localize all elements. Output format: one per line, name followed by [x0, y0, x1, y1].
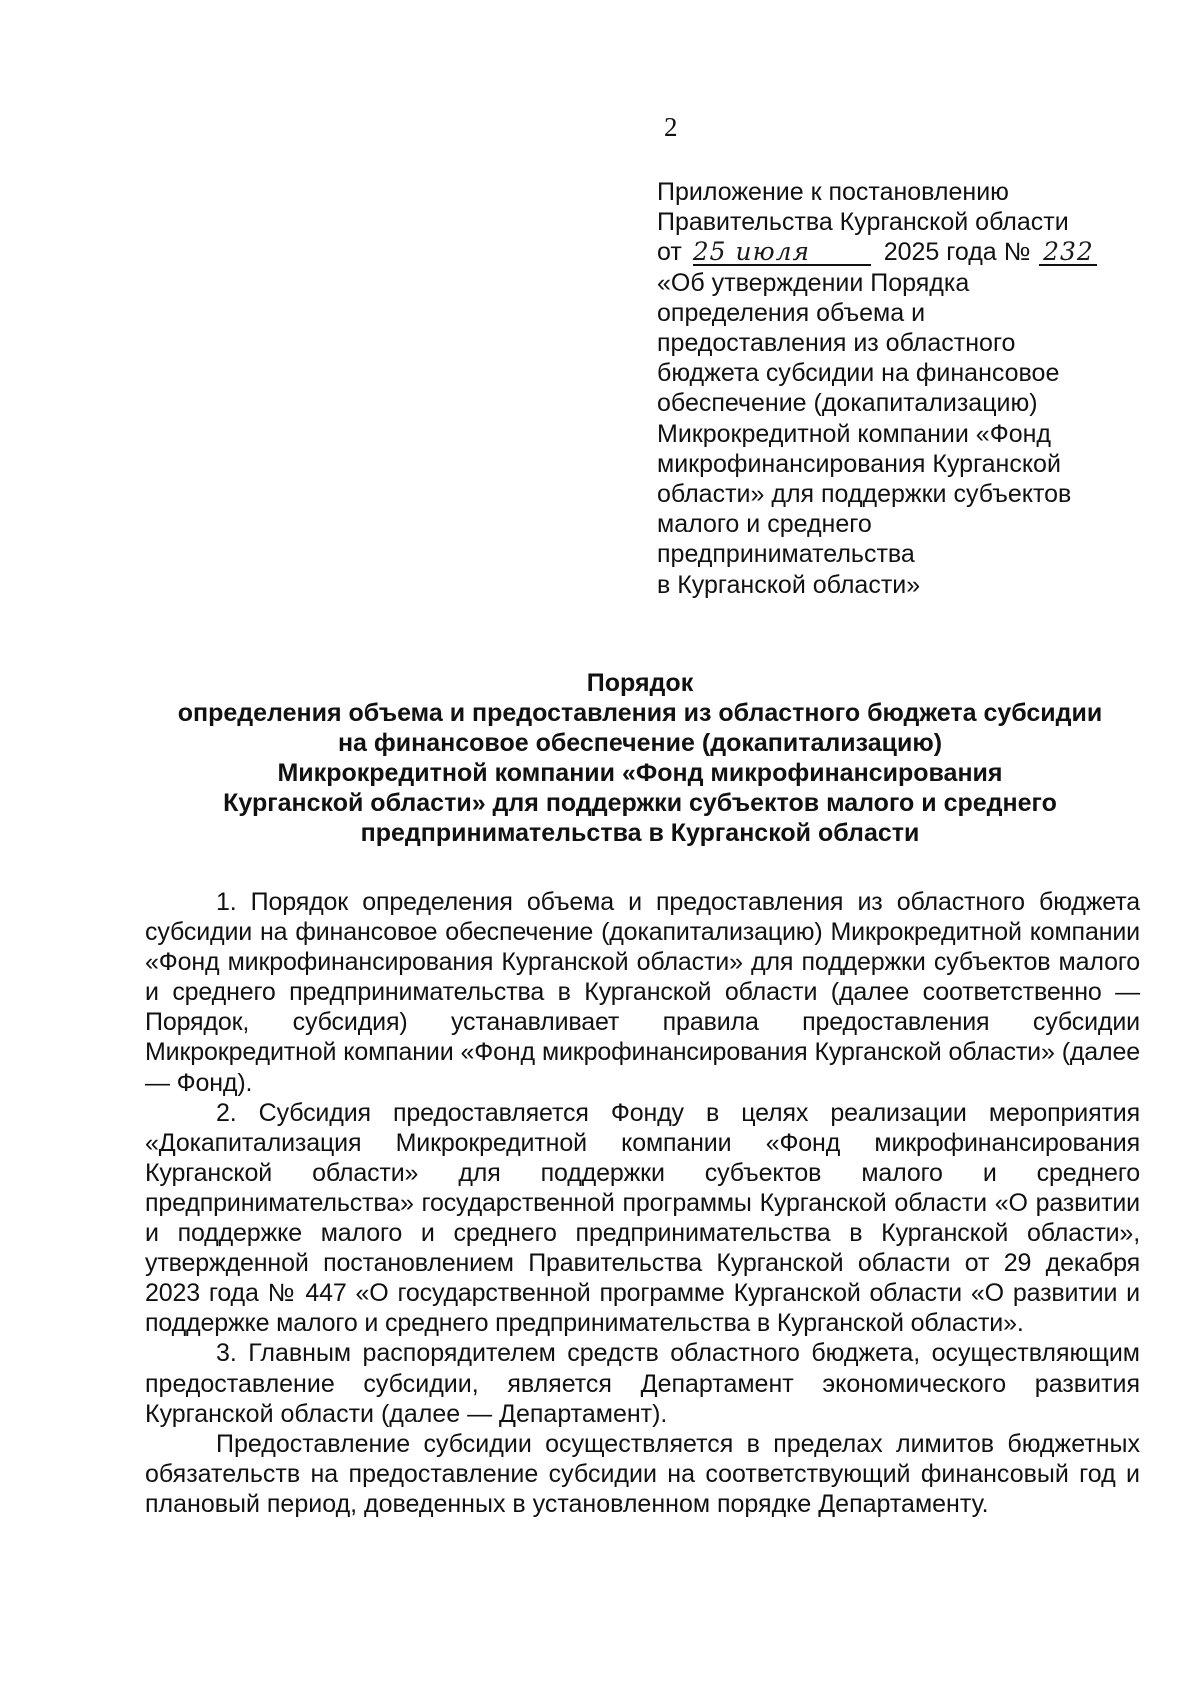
title-line: Курганской области» для поддержки субъектов малого и среднего	[223, 789, 1057, 817]
appendix-line: «Об утверждении Порядка	[657, 268, 970, 297]
document-body	[145, 887, 1140, 1519]
appendix-line: определения объема и	[657, 298, 926, 327]
appendix-line: Правительства Курганской области	[657, 208, 1069, 237]
appendix-line: предпринимательства	[657, 540, 915, 569]
handwritten-date-text: 25 июля	[692, 237, 811, 267]
appendix-line: Микрокредитной компании «Фонд	[657, 419, 1051, 448]
paragraph: 2. Субсидия предоставляется Фонду в целях реализации мероприятия «Докапитализация Микрокредитной компании «Фонд микрофинансирования Курганской области» для поддержки субъектов малого и среднего предпринимательства» государственной программы Курганской области «О развитии и поддержке малого и среднего предпринимательства в Курганской области», утвержденной постановлением Правительства Курганской области от 29 декабря 2023 года № 447 «О государственной программе Курганской области «О развитии и поддержке малого и среднего предпринимательства в Курганской области».	[145, 1098, 1140, 1338]
title-line: Порядок	[586, 669, 694, 697]
appendix-line: Приложение к постановлению	[657, 178, 1009, 206]
page-number: 2	[664, 112, 678, 142]
title-line: определения объема и предоставления из областного бюджета субсидии	[177, 699, 1103, 727]
paragraph: 3. Главным распорядителем средств областного бюджета, осуществляющим предоставление субсидии, является Департамент экономического развития Курганской области (далее — Департамент).	[145, 1339, 1140, 1428]
title-line: предпринимательства в Курганской области	[360, 819, 920, 847]
handwritten-date	[692, 237, 871, 267]
year-text: 2025 года №	[883, 238, 1031, 267]
title-line: Микрокредитной компании «Фонд микрофинансирования	[277, 759, 1003, 787]
appendix-line: микрофинансирования Курганской	[657, 449, 1061, 478]
title-line: на финансовое обеспечение (докапитализацию)	[337, 729, 943, 757]
appendix-date-line	[657, 237, 1127, 267]
paragraph: Предоставление субсидии осуществляется в пределах лимитов бюджетных обязательств на предоставление субсидии на соответствующий финансовый год и плановый период, доведенных в установленном порядке Департаменту.	[145, 1429, 1140, 1518]
appendix-line: в Курганской области»	[657, 570, 921, 599]
date-prefix: от	[657, 238, 682, 267]
appendix-line: предоставления из областного	[657, 329, 1016, 358]
appendix-line: бюджета субсидии на финансовое	[657, 359, 1060, 388]
paragraph: 1. Порядок определения объема и предоставления из областного бюджета субсидии на финансовое обеспечение (докапитализацию) Микрокредитной компании «Фонд микрофинансирования Курганской области» для поддержки субъектов малого и среднего предпринимательства в Курганской области (далее соответственно — Порядок, субсидия) устанавливает правила предоставления субсидии Микрокредитной компании «Фонд микрофинансирования Курганской области» (далее — Фонд).	[145, 888, 1140, 1097]
appendix-block	[657, 177, 1127, 600]
appendix-line: малого и среднего	[657, 510, 872, 539]
appendix-line: обеспечение (докапитализацию)	[657, 389, 1038, 418]
appendix-line: области» для поддержки субъектов	[657, 480, 1072, 509]
handwritten-number-text: 232	[1043, 237, 1094, 267]
document-title	[140, 668, 1140, 848]
handwritten-number	[1039, 237, 1097, 267]
